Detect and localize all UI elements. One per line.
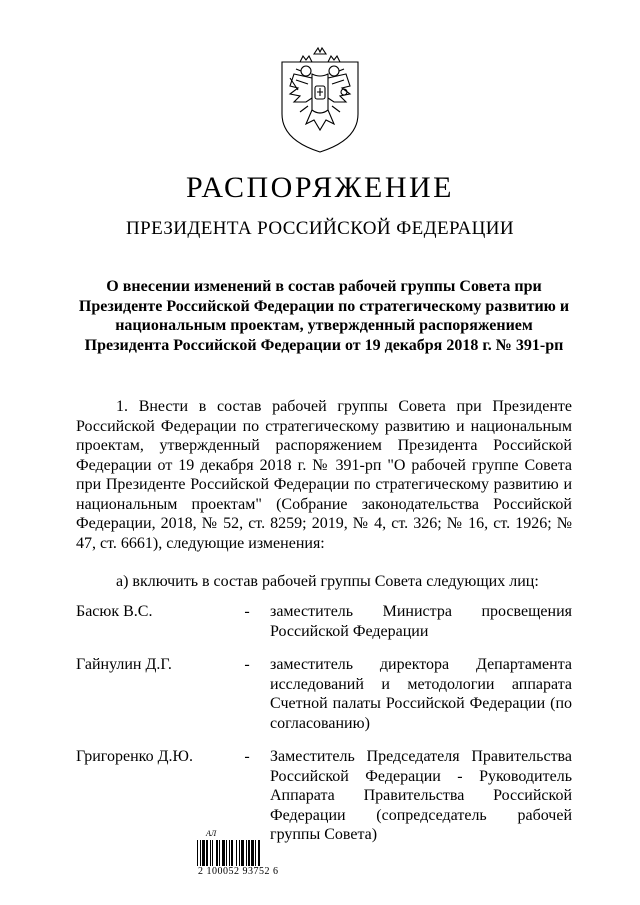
member-name: Григоренко Д.Ю.	[76, 748, 193, 765]
members-list	[76, 602, 572, 859]
member-row	[76, 602, 572, 641]
member-name: Гайнулин Д.Г.	[76, 656, 172, 673]
barcode-number: 2 100052 93752 6	[198, 866, 279, 877]
stamp-mark: АЛ	[206, 829, 217, 838]
member-position: Заместитель Председателя Правительства Российской Федерации - Руководитель Аппарата Правительства Российской Федерации (сопредседатель рабочей группы Совета)	[270, 748, 572, 843]
member-dash: -	[244, 656, 250, 673]
member-position: заместитель директора Департамента исследований и методологии аппарата Счетной палаты Российской Федерации (по согласованию)	[270, 656, 572, 732]
subitem-a: а) включить в состав рабочей группы Совета следующих лиц:	[116, 573, 539, 590]
coat-of-arms-icon	[268, 44, 372, 156]
paragraph-1: 1. Внести в состав рабочей группы Совета при Президенте Российской Федерации по стратегическому развитию и национальным проектам, утвержденный распоряжением Президента Российской Федерации от 19 декабря 2018 г. № 391-рп "О рабочей группе Совета при Президенте Российской Федерации по стратегическому развитию и национальным проектам" (Собрание законодательства Российской Федерации, 2018, № 52, ст. 8259; 2019, № 4, ст. 326; № 16, ст. 1926; № 47, ст. 6661), следующие изменения:	[76, 398, 572, 552]
member-row	[76, 747, 572, 845]
member-dash: -	[244, 603, 250, 620]
member-name: Басюк В.С.	[76, 603, 153, 620]
member-dash: -	[244, 748, 250, 765]
document-subtitle: ПРЕЗИДЕНТА РОССИЙСКОЙ ФЕДЕРАЦИИ	[126, 218, 514, 239]
member-position: заместитель Министра просвещения Российской Федерации	[270, 603, 572, 640]
document-title: РАСПОРЯЖЕНИЕ	[185, 171, 455, 204]
member-row	[76, 655, 572, 733]
document-heading: О внесении изменений в состав рабочей группы Совета при Президенте Российской Федерации по стратегическому развитию и национальным проектам, утвержденный распоряжением Президента Российской Федерации от 19 декабря 2018 г. № 391-рп	[78, 278, 570, 354]
